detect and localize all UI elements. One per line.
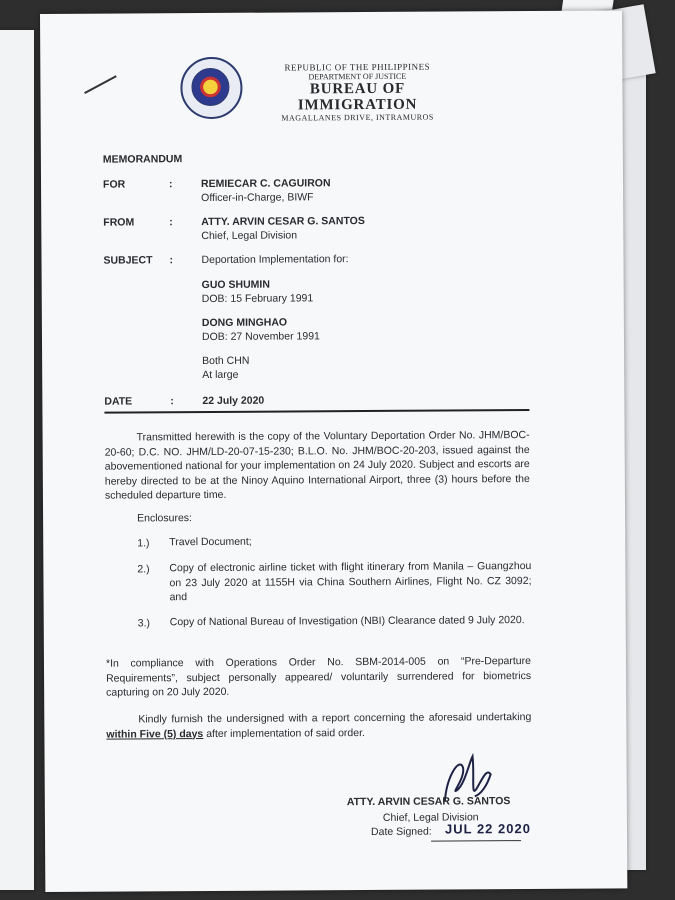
letterhead-republic: REPUBLIC OF THE PHILIPPINES — [284, 61, 431, 73]
letterhead-bureau: BUREAU OF IMMIGRATION — [297, 80, 418, 114]
status: At large — [202, 368, 239, 382]
paragraph-compliance: *In compliance with Operations Order No. SBM-2014-005 on “Pre-Departure Requirements”, subject personally appeared/ voluntarily surrendered for biometrics capturing on 20 July 2020. — [105, 655, 532, 699]
letterhead-address: MAGALLANES DRIVE, INTRAMUROS — [281, 112, 434, 123]
subject-colon: : — [169, 254, 174, 267]
person2-name: DONG MINGHAO — [201, 316, 288, 330]
date-signed-line — [431, 840, 521, 842]
pen-mark — [84, 75, 117, 94]
from-name: ATTY. ARVIN CESAR G. SANTOS — [201, 215, 365, 229]
for-label: FOR — [103, 178, 126, 191]
paragraph-request — [106, 710, 531, 742]
from-title: Chief, Legal Division — [201, 229, 298, 243]
nationality: Both CHN — [202, 354, 250, 368]
enclosure-number: 1.) — [137, 537, 150, 550]
enclosure-text: Travel Document; — [169, 535, 252, 549]
date-colon: : — [170, 395, 174, 408]
from-colon: : — [169, 216, 173, 229]
divider — [104, 409, 529, 414]
person2-dob: DOB: 27 November 1991 — [201, 330, 320, 344]
date-value: 22 July 2020 — [202, 394, 265, 408]
for-title: Officer-in-Charge, BIWF — [201, 191, 314, 205]
for-name: REMIECAR C. CAGUIRON — [201, 177, 331, 191]
for-colon: : — [169, 178, 173, 191]
date-signed-label: Date Signed: — [370, 825, 432, 838]
subject-label: SUBJECT — [103, 254, 153, 267]
date-label: DATE — [104, 395, 133, 408]
letterhead-department: DEPARTMENT OF JUSTICE — [308, 71, 407, 82]
stacked-paper — [0, 30, 34, 890]
request-text-end: after implementation of said order. — [203, 726, 365, 740]
request-text: Kindly furnish the undersigned with a report concerning the aforesaid undertaking — [138, 711, 532, 726]
date-signed-stamp: JUL 22 2020 — [444, 821, 531, 837]
enclosure-number: 2.) — [137, 563, 150, 576]
enclosure-number: 3.) — [137, 617, 151, 630]
person1-dob: DOB: 15 February 1991 — [201, 292, 314, 306]
paragraph-transmittal: Transmitted herewith is the copy of the Voluntary Deportation Order No. JHM/BOC-20-60; D.C. NO. JHM/LD-20-07-15-230; B.L.O. No. JHM/BOC-20-203, issued against the abovementioned national for your implementation on 24 July 2020. Subject and escorts are hereby directed to be at the Ninoy Aquino International Airport, three (3) hours before the scheduled departure time. — [104, 429, 530, 502]
enclosure-text: Copy of electronic airline ticket with flight itinerary from Manila – Guangzhou on 23 July 2020 at 1155H via China Southern Airlines, Flight No. CZ 3092; and — [169, 560, 532, 604]
person1-name: GUO SHUMIN — [201, 278, 270, 292]
enclosure-text: Copy of National Bureau of Investigation (NBI) Clearance dated 9 July 2020. — [169, 614, 525, 629]
letterhead — [252, 61, 462, 122]
memorandum-document — [40, 10, 627, 892]
subject-line: Deportation Implementation for: — [201, 253, 349, 267]
bureau-seal-icon — [180, 57, 242, 119]
request-deadline: within Five (5) days — [106, 727, 204, 741]
enclosures-label: Enclosures: — [137, 512, 192, 525]
signatory-title: Chief, Legal Division — [382, 811, 479, 824]
signatory-name: ATTY. ARVIN CESAR G. SANTOS — [346, 795, 511, 809]
from-label: FROM — [103, 216, 135, 229]
memo-title: MEMORANDUM — [102, 153, 183, 166]
